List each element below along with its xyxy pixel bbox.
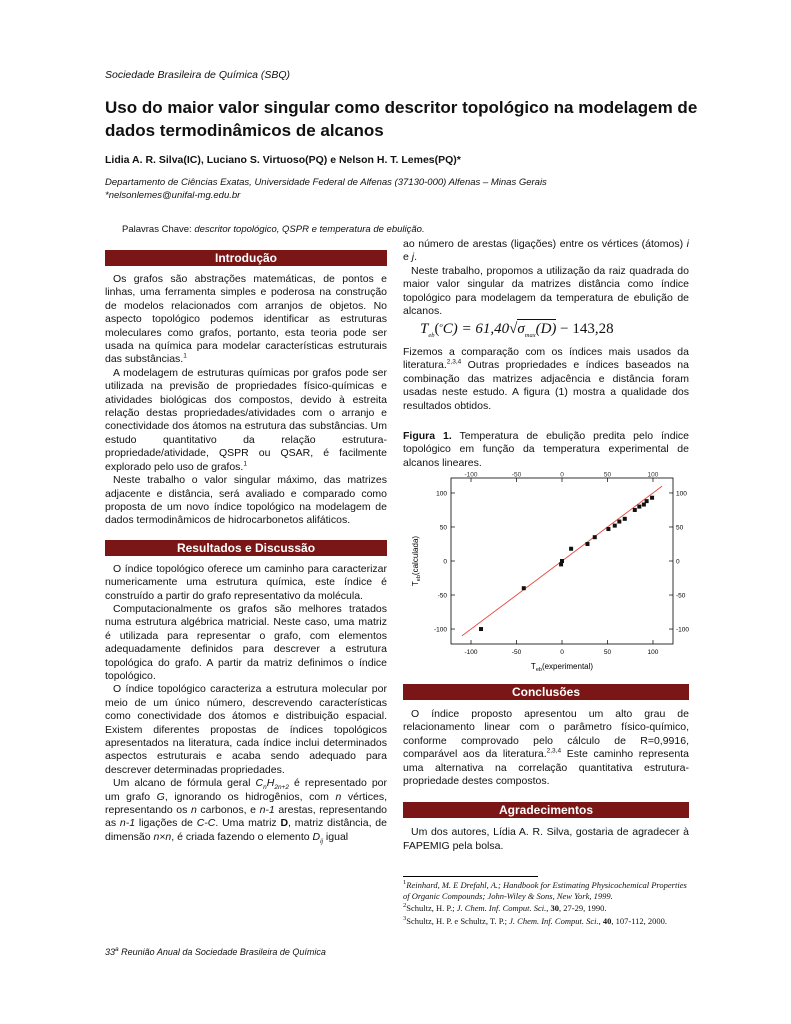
intro-paragraph-1: Os grafos são abstrações matemáticas, de pontos e linhas, uma ferramenta simples e poderosa na construção de modelos relacionados com arranjos de objetos. No aspecto topológico podemos identificar as estruturas moleculares como grafos, portanto, esta teoria pode ser usada na química para modelar características estruturais das substâncias.$^1$: [105, 273, 387, 366]
x-tick-label: -100: [464, 649, 478, 656]
x-tick-label: 100: [647, 649, 659, 656]
thanks-paragraph: Um dos autores, Lídia A. R. Silva, gostaria de agradecer à FAPEMIG pela bolsa.: [403, 826, 689, 852]
right-column-mid: [403, 346, 689, 413]
data-point: [633, 508, 637, 512]
x-tick-label: -50: [511, 649, 522, 656]
footnote-1: $^1$Reinhard, M. E Drefahl, A.; Handbook for Estimating Physicochemical Properties of Organic Compounds; John-Wiley & Sons, New York, 1999.: [403, 879, 687, 901]
keywords-label: Palavras Chave:: [122, 224, 192, 235]
footnote-3: $^3$Schultz, H. P. e Schultz, T. P.; J. Chem. Inf. Comput. Sci., 40, 107-112, 2000.: [403, 914, 667, 926]
data-point: [645, 499, 649, 503]
data-point: [623, 517, 627, 521]
data-point: [606, 527, 610, 531]
x-axis-label: $T_{eb}(experimental)$: [530, 662, 594, 673]
data-point: [617, 520, 621, 524]
x-tick-label: 50: [603, 649, 612, 656]
affiliation-block: [105, 176, 705, 202]
conclusions-paragraph: O índice proposto apresentou um alto grau de relacionamento linear com o parâmetro físico-químico, conforme comprovado pelo cálculo de R=0,9916, comparável aos da literatura.$^{2,3,4}$ Este caminho representa uma alternativa na correlação quantitativa estrutura-propriedade destes compostos.: [403, 708, 689, 788]
affiliation: Departamento de Ciências Exatas, Universidade Federal de Alfenas (37130-000) Alfenas – Minas Gerais: [105, 177, 547, 188]
results-paragraph-1: O índice topológico oferece um caminho para caracterizar numericamente uma estrutura química, este índice é construído a partir do grafo representativo da molécula.: [105, 562, 387, 602]
results-paragraph-4: Um alcano de fórmula geral $C_nH_{2n+2}$ é representado por um grafo G, ignorando os hidrogênios, com n vértices, representando os n carbonos, e n-1 arestas, representando as n-1 ligações de C-C. Uma matriz D, matriz distância, de dimensão n×n, é criada fazendo o elemento $D_{ij}$ igual: [105, 777, 387, 845]
data-point: [642, 503, 646, 507]
results-paragraph-3: O índice topológico caracteriza a estrutura molecular por meio de um único número, descrevendo características como conectividade dos átomos e distribuição espacial. Existem diferentes propostas de índices topológicos apresentados na literatura, cada índice inclui determinados aspectos estruturais e acaba sendo adequado para descrever determinadas propriedades.: [105, 683, 387, 776]
x-tick-label-top: -50: [511, 471, 522, 479]
y-tick-label: -50: [437, 592, 447, 600]
section-results-heading: Resultados e Discussão: [105, 540, 387, 556]
data-point: [637, 505, 641, 509]
x-tick-label-top: 0: [560, 471, 564, 479]
data-point: [522, 586, 526, 590]
scatter-chart: [403, 471, 690, 675]
data-point: [593, 535, 597, 539]
y-tick-label-right: 0: [676, 558, 680, 566]
data-point: [613, 524, 617, 528]
figure-caption: [403, 430, 689, 470]
results-paragraph-5: ao número de arestas (ligações) entre os vértices (átomos) i e j.: [403, 238, 689, 264]
y-tick-label-right: -100: [676, 626, 690, 634]
data-point: [569, 547, 573, 551]
data-point: [560, 559, 564, 563]
section-intro-heading: Introdução: [105, 250, 387, 266]
footnotes: [403, 880, 689, 926]
y-tick-label: 0: [443, 558, 447, 566]
y-tick-label-right: 50: [676, 524, 684, 532]
x-tick-label-top: 100: [647, 471, 659, 479]
paper-title: Uso do maior valor singular como descritor topológico na modelagem de dados termodinâmicos de alcanos: [105, 98, 698, 140]
y-tick-label-right: 100: [676, 490, 687, 498]
y-tick-label: 100: [436, 490, 447, 498]
journal-header: Sociedade Brasileira de Química (SBQ): [105, 69, 290, 81]
right-column-bottom: [403, 684, 689, 853]
y-tick-label: 50: [439, 524, 447, 532]
email: *nelsonlemes@unifal-mg.edu.br: [105, 190, 241, 201]
x-tick-label-top: -100: [464, 471, 478, 479]
results-paragraph-6: Neste trabalho, propomos a utilização da raiz quadrada do maior valor singular da matrizes distância como índice topológico para modelagem da temperatura de ebulição de alcanos.: [403, 264, 689, 318]
page-footer: 33$^a$ Reunião Anual da Sociedade Brasileira de Química: [105, 946, 326, 957]
data-point: [585, 542, 589, 546]
footnote-2: $^2$Schultz, H. P.; J. Chem. Inf. Comput. Sci., 30, 27-29, 1990.: [403, 902, 607, 913]
results-paragraph-7: Fizemos a comparação com os índices mais usados da literatura.$^{2,3,4}$ Outras propriedades e índices baseados na combinação das matrizes adjacência e distância foram usadas neste estudo. A figura (1) mostra a qualidade dos resultados obtidos.: [403, 346, 689, 412]
section-conclusions-heading: Conclusões: [403, 684, 689, 700]
left-column: [105, 250, 387, 844]
y-tick-label: -100: [433, 626, 447, 634]
equation: $T_{eb}(^oC) = 61,40√\sigma_{max}(D) - 143,28$: [420, 321, 614, 339]
section-thanks-heading: Agradecimentos: [403, 802, 689, 818]
data-point: [479, 627, 483, 631]
intro-paragraph-2: A modelagem de estruturas químicas por grafos pode ser utilizada na previsão de propriedades físico-químicas e atividades biológicas dos compostos, devido à estreita relação destas propriedades/atividades com o arranjo e conectividade dos átomos na estrutura das substâncias. Um estudo quantitativo da relação estrutura-propriedade/atividade, QSPR ou QSAR, é facilmente explorado pelo uso de grafos.$^1$: [105, 366, 387, 473]
footnote-separator: [403, 876, 538, 877]
figure-label: Figura 1.: [403, 430, 452, 442]
data-point: [650, 496, 654, 500]
x-tick-label: 0: [560, 649, 564, 656]
data-point: [559, 562, 563, 566]
intro-paragraph-3: Neste trabalho o valor singular máximo, das matrizes adjacente e distância, será avaliado e comparado como proposta de um novo índice topológico na modelagem de dados termodinâmicos de hidrocarbonetos alifáticos.: [105, 474, 387, 527]
keywords-text: descritor topológico, QSPR e temperatura de ebulição.: [194, 224, 425, 235]
results-paragraph-2: Computacionalmente os grafos são melhores tratados numa estrutura algébrica matricial. Neste caso, uma matriz é utilizada para representar o grafo, com elementos adequadamente definidos para descrever a estrutura topológica do grafo. A partir da matriz definimos o índice topológico.: [105, 602, 387, 682]
figure-caption-text: Temperatura de ebulição predita pelo índice topológico em função da temperatura experimental de alcanos lineares.: [403, 430, 689, 469]
x-tick-label-top: 50: [603, 471, 612, 479]
keywords: [122, 224, 425, 235]
y-tick-label-right: -50: [676, 592, 686, 600]
y-axis-label: $T_{eb}(calculada)$: [411, 535, 422, 587]
authors: Lidia A. R. Silva(IC), Luciano S. Virtuoso(PQ) e Nelson H. T. Lemes(PQ)*: [105, 154, 461, 166]
right-column-top: [403, 238, 689, 318]
